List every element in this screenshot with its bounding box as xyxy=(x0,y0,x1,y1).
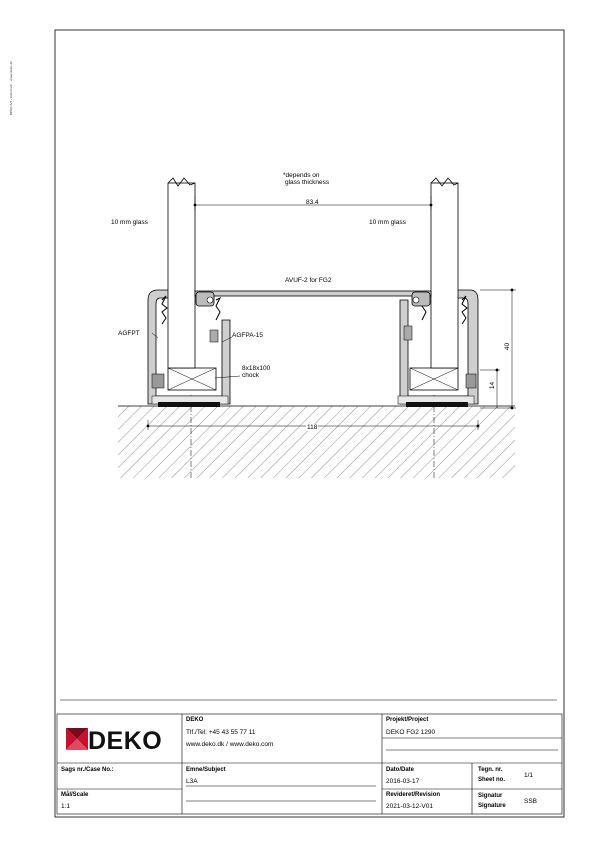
dim-bottom: 118 xyxy=(307,424,318,431)
sheet-label: Sheet no. xyxy=(478,777,506,783)
left-glass xyxy=(168,183,195,368)
subject-value: L3A xyxy=(186,778,198,785)
deko-logo-mark xyxy=(66,728,88,750)
depends-note-line1: *depends on xyxy=(283,172,320,179)
avuf-label: AVUF-2 for FG2 xyxy=(285,277,332,284)
dim-right-14: 14 xyxy=(489,381,497,390)
glass-right-label: 10 mm glass xyxy=(369,219,406,226)
floor-hatch xyxy=(118,406,515,478)
dim-top: 83.4 xyxy=(306,199,319,206)
scale-value: 1:1 xyxy=(61,803,71,810)
glass-left-label: 10 mm glass xyxy=(111,219,148,226)
subject-label: Emne/Subject xyxy=(186,767,226,773)
date-value: 2016-03-17 xyxy=(386,778,420,785)
company-web: www.deko.dk / www.deko.com xyxy=(186,741,274,748)
date-label: Dato/Date xyxy=(386,767,415,773)
case-label: Sags nr./Case No.: xyxy=(61,767,114,773)
agfpa-label: AGFPA-15 xyxy=(232,332,263,339)
signature-label-2: Signature xyxy=(478,803,506,809)
scale-label: Mål/Scale xyxy=(61,792,89,798)
chock-label xyxy=(242,365,270,379)
dim-right-40: 40 xyxy=(504,342,512,351)
company-phone: Tlf./Tel: +45 43 55 77 11 xyxy=(186,729,256,736)
depends-note-line2: glass thickness xyxy=(285,179,330,186)
project-value: DEKO FG2 1290 xyxy=(386,729,436,736)
company-name: DEKO xyxy=(186,717,204,723)
revision-label: Revideret/Revision xyxy=(386,792,441,798)
dimension-lines xyxy=(147,196,516,430)
revision-value: 2021-03-12-V01 xyxy=(386,803,433,810)
sheet-value: 1/1 xyxy=(524,772,534,779)
project-label: Projekt/Project xyxy=(386,717,429,723)
drawing-no-label: Tegn. nr. xyxy=(478,767,503,773)
chock-line2: chock xyxy=(242,372,259,379)
agfpt-label: AGFPT xyxy=(118,330,140,337)
deko-logo-text: DEKO xyxy=(88,727,163,755)
depends-note xyxy=(283,172,329,186)
avuf-cover xyxy=(195,291,431,306)
side-note: DEKO A/S - Denmark - www.deko.dk xyxy=(9,61,13,115)
signature-value: SSB xyxy=(524,798,538,805)
right-glass xyxy=(431,183,458,368)
signature-label-1: Signatur xyxy=(478,793,503,799)
chock-line1: 8x18x100 xyxy=(242,365,271,372)
